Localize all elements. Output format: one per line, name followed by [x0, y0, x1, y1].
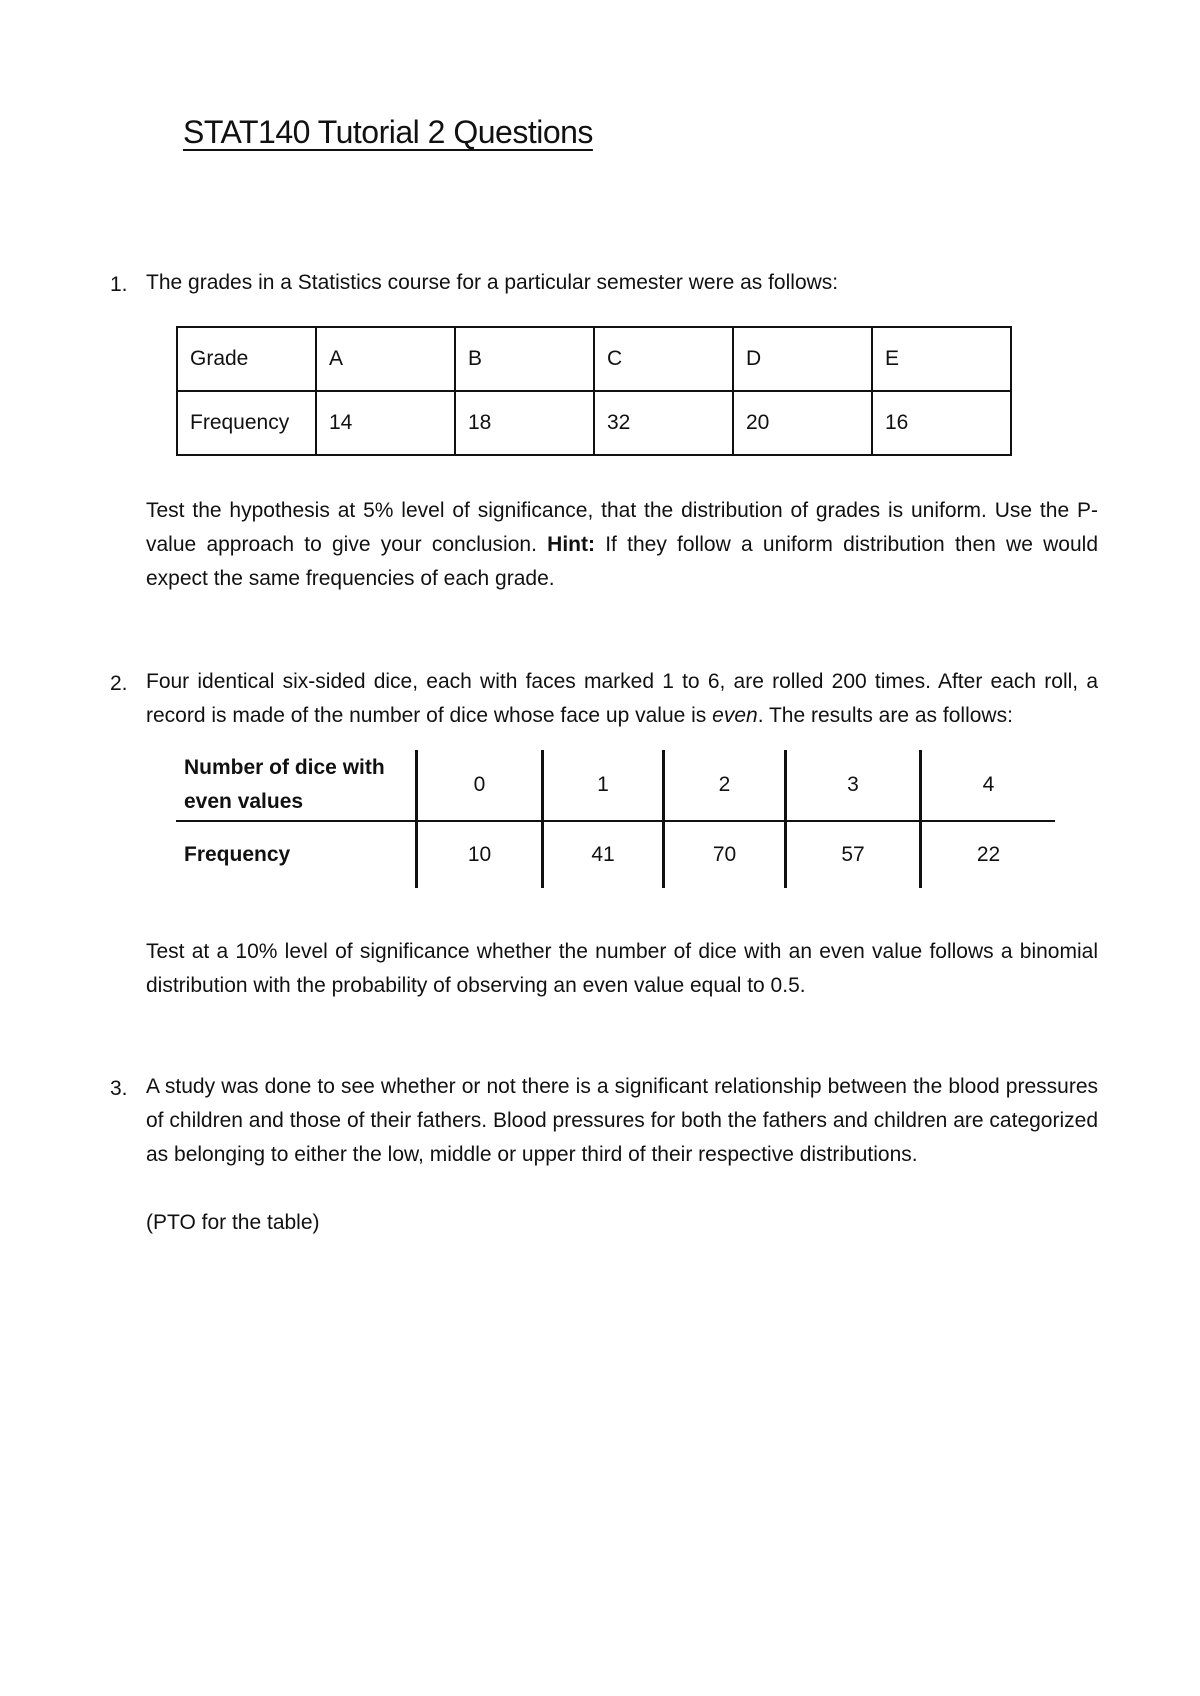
dice-table-row-label [176, 750, 417, 821]
table-cell: 22 [921, 821, 1056, 888]
table-cell: 18 [455, 391, 594, 455]
table-cell: A [316, 327, 455, 391]
dice-table-frequency-row [176, 821, 1055, 888]
question-2-intro [146, 665, 1098, 733]
table-cell: 10 [417, 821, 543, 888]
table-cell: 32 [594, 391, 733, 455]
table-cell: 16 [872, 391, 1011, 455]
question-2-text: Test at a 10% level of significance whether the number of dice with an even value follows a binomial distribution with the probability of observing an even value equal to 0.5. [146, 940, 1098, 997]
question-1-text [146, 494, 1098, 596]
question-1-intro: The grades in a Statistics course for a particular semester were as follows: [146, 271, 839, 294]
grades-table [176, 326, 1012, 456]
table-cell: 3 [786, 750, 921, 821]
grades-table-header-row [177, 327, 1011, 391]
table-cell: 57 [786, 821, 921, 888]
grades-table-frequency-row [177, 391, 1011, 455]
question-1-text-part1: Test the hypothesis at 5% level of significance, that the distribution of grades is uniform. Use the P-value approach to give your conclusion. [146, 499, 1098, 556]
question-1-text-part2: If they follow a uniform distribution then we would expect the same frequencies of each grade. [146, 533, 1099, 590]
question-2-intro-part1: Four identical six-sided dice, each with faces marked 1 to 6, are rolled 200 times. After each roll, a record is made of the number of dice whose face up value is [146, 670, 1098, 727]
table-cell: 70 [664, 821, 786, 888]
hint-label: Hint: [547, 533, 595, 556]
pto-note: (PTO for the table) [146, 1211, 320, 1234]
table-cell: 20 [733, 391, 872, 455]
table-cell: E [872, 327, 1011, 391]
table-cell: B [455, 327, 594, 391]
question-3-text: A study was done to see whether or not there is a significant relationship between the blood pressures of children and those of their fathers. Blood pressures for both the fathers and children are categorized as belonging to either the low, middle or upper third of their respective distributions. [146, 1075, 1098, 1166]
dice-table-frequency-label: Frequency [184, 843, 291, 866]
table-cell: 41 [543, 821, 664, 888]
dice-table-values-row [176, 750, 1055, 821]
question-2-number: 2. [110, 672, 128, 695]
table-cell: 0 [417, 750, 543, 821]
table-cell: D [733, 327, 872, 391]
table-cell: 4 [921, 750, 1056, 821]
dice-table [176, 750, 1055, 888]
label-line-1: Number of dice with [184, 756, 385, 779]
page-title: STAT140 Tutorial 2 Questions [183, 114, 593, 150]
table-cell: Grade [177, 327, 316, 391]
even-word: even [712, 704, 758, 727]
table-cell: Frequency [177, 391, 316, 455]
question-2-intro-part2: . The results are as follows: [757, 704, 1013, 727]
table-cell: 2 [664, 750, 786, 821]
table-cell: C [594, 327, 733, 391]
question-1-number: 1. [110, 273, 128, 296]
label-line-2: even values [184, 790, 304, 813]
question-3-number: 3. [110, 1077, 128, 1100]
table-cell: 1 [543, 750, 664, 821]
table-cell: 14 [316, 391, 455, 455]
